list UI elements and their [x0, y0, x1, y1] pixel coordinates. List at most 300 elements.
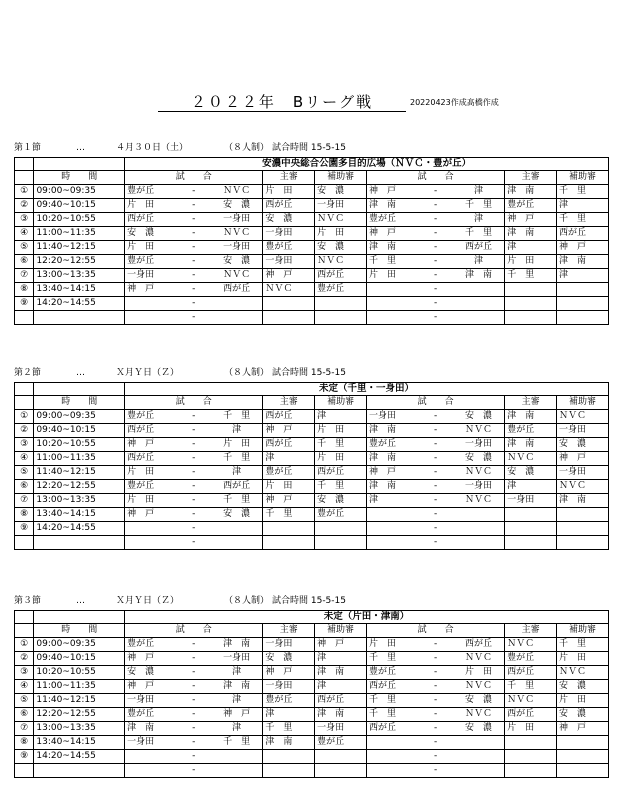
assistant-referee — [315, 764, 367, 778]
vs-dash: - — [176, 227, 211, 241]
vs-dash: - — [418, 283, 453, 297]
referee — [263, 750, 315, 764]
vs-dash: - — [418, 424, 453, 438]
home-team — [125, 750, 177, 764]
away-team: ＮＶＣ — [453, 466, 505, 480]
assistant-referee: 西が丘 — [315, 694, 367, 708]
assistant-referee — [315, 297, 367, 311]
table-row — [15, 508, 609, 522]
home-team — [367, 297, 419, 311]
section-header — [14, 143, 346, 154]
vs-dash: - — [176, 424, 211, 438]
blank-cell — [15, 624, 34, 638]
referee: 一身田 — [263, 680, 315, 694]
match-number: ④ — [15, 452, 34, 466]
vs-dash: - — [418, 508, 453, 522]
away-team: 片 田 — [453, 666, 505, 680]
vs-dash: - — [418, 410, 453, 424]
venue-row — [15, 611, 609, 624]
away-team: 西が丘 — [453, 241, 505, 255]
away-team: 一身田 — [453, 480, 505, 494]
match-number: ⑤ — [15, 241, 34, 255]
schedule-table — [14, 382, 609, 550]
vs-dash: - — [176, 708, 211, 722]
page-title: ２０２２年 Bリーグ戦 — [158, 93, 406, 112]
vs-dash: - — [176, 241, 211, 255]
home-team — [366, 522, 418, 536]
section-rule: （８人制） — [224, 596, 270, 606]
away-team: 千 里 — [453, 227, 505, 241]
time-slot — [34, 764, 125, 778]
home-team: 千 里 — [366, 652, 418, 666]
home-team: 神 戸 — [367, 227, 419, 241]
vs-dash: - — [418, 680, 453, 694]
vs-dash: - — [418, 480, 453, 494]
home-team: 津 南 — [366, 480, 418, 494]
referee: 西が丘 — [505, 708, 557, 722]
table-row — [15, 227, 609, 241]
referee: 津 南 — [505, 438, 557, 452]
match-header: 試 合 — [366, 396, 504, 410]
vs-dash: - — [176, 666, 211, 680]
assistant-referee: 神 戸 — [557, 241, 609, 255]
time-slot: 14:20~14:55 — [34, 297, 125, 311]
assistant-referee: 安 濃 — [557, 680, 609, 694]
match-number: ⑥ — [15, 708, 34, 722]
away-team: 安 濃 — [453, 694, 505, 708]
home-team: 西が丘 — [125, 213, 177, 227]
assistant-referee — [557, 508, 609, 522]
referee-header: 主審 — [263, 171, 315, 185]
section-match-time: 試合時間 15-5-15 — [272, 368, 346, 378]
time-slot: 12:20~12:55 — [34, 480, 125, 494]
vs-dash: - — [418, 269, 453, 283]
table-row — [15, 694, 609, 708]
away-team — [453, 508, 505, 522]
away-team: 津 南 — [211, 680, 263, 694]
assistant-referee: 片 田 — [557, 694, 609, 708]
page-subtitle: 20220423作成髙橋作成 — [410, 98, 499, 107]
vs-dash: - — [176, 283, 211, 297]
assistant-referee: 津 — [315, 410, 367, 424]
referee: 津 南 — [505, 227, 557, 241]
referee: 神 戸 — [505, 213, 557, 227]
table-row — [15, 522, 609, 536]
away-team: 津 — [453, 185, 505, 199]
vs-dash: - — [176, 764, 211, 778]
time-slot: 11:00~11:35 — [34, 452, 125, 466]
away-team: 津 — [211, 694, 263, 708]
referee-header: 主審 — [263, 624, 315, 638]
away-team: 津 南 — [453, 269, 505, 283]
vs-dash: - — [418, 255, 453, 269]
referee: 千 里 — [505, 680, 557, 694]
referee — [263, 764, 315, 778]
away-team: 千 里 — [211, 736, 263, 750]
referee: 豊が丘 — [505, 199, 557, 213]
match-number: ③ — [15, 666, 34, 680]
away-team: 西が丘 — [211, 283, 263, 297]
home-team: 豊が丘 — [125, 255, 177, 269]
table-row — [15, 199, 609, 213]
home-team: 津 南 — [125, 722, 177, 736]
vs-dash: - — [176, 466, 211, 480]
referee: 豊が丘 — [263, 466, 315, 480]
referee-header: 主審 — [505, 396, 557, 410]
match-header: 試 合 — [367, 171, 505, 185]
home-team: 神 戸 — [125, 283, 177, 297]
home-team: 一身田 — [125, 694, 177, 708]
assistant-referee: 片 田 — [557, 652, 609, 666]
time-header: 時 間 — [34, 171, 125, 185]
assistant-referee: 津 — [557, 269, 609, 283]
match-number: ① — [15, 638, 34, 652]
section-number: 第２節 — [14, 368, 42, 378]
referee: 一身田 — [263, 638, 315, 652]
away-team: 一身田 — [211, 213, 263, 227]
home-team: 豊が丘 — [125, 480, 177, 494]
away-team — [453, 297, 505, 311]
match-number: ② — [15, 652, 34, 666]
table-row — [15, 722, 609, 736]
time-slot: 14:20~14:55 — [34, 750, 125, 764]
referee: 津 — [505, 480, 557, 494]
assistant-referee: 津 — [557, 199, 609, 213]
assistant-referee: 西が丘 — [557, 227, 609, 241]
match-header: 試 合 — [125, 624, 263, 638]
vs-dash: - — [176, 269, 211, 283]
table-row — [15, 410, 609, 424]
vs-dash: - — [176, 750, 211, 764]
vs-dash: - — [176, 311, 211, 325]
home-team: 神 戸 — [125, 438, 177, 452]
home-team: 津 南 — [366, 424, 418, 438]
referee: 津 南 — [505, 185, 557, 199]
away-team: 一身田 — [453, 438, 505, 452]
vs-dash: - — [176, 652, 211, 666]
away-team: ＮＶＣ — [453, 652, 505, 666]
section-match-time: 試合時間 15-5-15 — [272, 143, 346, 153]
home-team: 豊が丘 — [125, 708, 177, 722]
match-number: ⑤ — [15, 694, 34, 708]
assistant-referee: 津 — [315, 652, 367, 666]
vs-dash: - — [418, 213, 453, 227]
referee: 一身田 — [505, 494, 557, 508]
away-team: ＮＶＣ — [453, 494, 505, 508]
time-slot: 11:40~12:15 — [34, 694, 125, 708]
referee: 津 南 — [263, 736, 315, 750]
away-team — [453, 536, 505, 550]
home-team: 神 戸 — [125, 680, 177, 694]
vs-dash: - — [176, 297, 211, 311]
venue-row — [15, 383, 609, 396]
assistant-referee — [557, 750, 609, 764]
assistant-referee — [315, 750, 367, 764]
table-row — [15, 680, 609, 694]
blank-cell — [15, 158, 34, 171]
home-team — [125, 764, 177, 778]
time-slot — [34, 536, 125, 550]
assistant-referee: 豊が丘 — [315, 736, 367, 750]
away-team: ＮＶＣ — [453, 680, 505, 694]
away-team: ＮＶＣ — [211, 185, 263, 199]
match-number: ④ — [15, 680, 34, 694]
home-team: 神 戸 — [125, 508, 177, 522]
table-row — [15, 213, 609, 227]
vs-dash: - — [176, 255, 211, 269]
home-team: 西が丘 — [366, 680, 418, 694]
time-slot: 13:00~13:35 — [34, 269, 125, 283]
away-team: 安 濃 — [453, 452, 505, 466]
home-team: 安 濃 — [125, 666, 177, 680]
referee — [505, 283, 557, 297]
assistant-header: 補助審 — [557, 171, 609, 185]
away-team: 安 濃 — [453, 722, 505, 736]
referee: 西が丘 — [263, 438, 315, 452]
table-row — [15, 241, 609, 255]
blank-cell — [15, 611, 34, 624]
time-slot: 09:00~09:35 — [34, 185, 125, 199]
vs-dash: - — [418, 438, 453, 452]
away-team: 一身田 — [211, 241, 263, 255]
table-row — [15, 438, 609, 452]
away-team — [211, 311, 263, 325]
home-team: 神 戸 — [125, 652, 177, 666]
away-team — [453, 522, 505, 536]
vs-dash: - — [176, 680, 211, 694]
referee — [505, 508, 557, 522]
vs-dash: - — [418, 736, 453, 750]
assistant-referee: 片 田 — [315, 424, 367, 438]
match-number: ① — [15, 410, 34, 424]
assistant-referee: 一身田 — [557, 424, 609, 438]
vs-dash: - — [418, 452, 453, 466]
table-row — [15, 283, 609, 297]
referee: 片 田 — [505, 255, 557, 269]
time-slot: 09:00~09:35 — [34, 638, 125, 652]
assistant-referee: ＮＶＣ — [557, 666, 609, 680]
blank-cell — [15, 396, 34, 410]
vs-dash: - — [418, 638, 453, 652]
venue-name: 未定（千里・一身田） — [125, 383, 609, 396]
time-slot: 13:40~14:15 — [34, 283, 125, 297]
section-date: Ｘ月Ｙ日（Ｚ） — [116, 596, 180, 606]
venue-name: 安濃中央総合公園多目的広場（ＮＶＣ・豊が丘） — [125, 158, 609, 171]
away-team: 津 — [453, 213, 505, 227]
table-row — [15, 424, 609, 438]
referee — [505, 750, 557, 764]
assistant-referee — [557, 736, 609, 750]
referee: 西が丘 — [263, 410, 315, 424]
assistant-referee — [557, 536, 609, 550]
assistant-referee: 津 — [315, 680, 367, 694]
away-team — [453, 283, 505, 297]
table-row — [15, 494, 609, 508]
referee — [505, 311, 557, 325]
table-row — [15, 452, 609, 466]
section-number: 第１節 — [14, 143, 42, 153]
home-team: 千 里 — [366, 694, 418, 708]
assistant-referee: 津 南 — [557, 494, 609, 508]
vs-dash: - — [418, 241, 453, 255]
referee: 安 濃 — [263, 652, 315, 666]
vs-dash: - — [176, 736, 211, 750]
section-rule: （８人制） — [224, 143, 270, 153]
blank-cell — [15, 171, 34, 185]
vs-dash: - — [418, 708, 453, 722]
match-number — [15, 536, 34, 550]
match-number: ⑨ — [15, 522, 34, 536]
match-number: ② — [15, 199, 34, 213]
match-number: ⑥ — [15, 480, 34, 494]
home-team — [125, 536, 177, 550]
assistant-referee: 神 戸 — [557, 722, 609, 736]
home-team: 豊が丘 — [366, 438, 418, 452]
vs-dash: - — [176, 480, 211, 494]
home-team — [125, 297, 177, 311]
match-number: ② — [15, 424, 34, 438]
time-slot: 11:40~12:15 — [34, 466, 125, 480]
away-team: 千 里 — [453, 199, 505, 213]
assistant-referee — [315, 522, 367, 536]
away-team: 津 南 — [211, 638, 263, 652]
away-team: 津 — [211, 722, 263, 736]
referee: 豊が丘 — [505, 424, 557, 438]
assistant-referee — [557, 283, 609, 297]
referee — [505, 522, 557, 536]
referee: ＮＶＣ — [263, 283, 315, 297]
time-slot: 13:00~13:35 — [34, 722, 125, 736]
table-row — [15, 269, 609, 283]
section-dots: … — [76, 368, 85, 378]
referee: 安 濃 — [505, 466, 557, 480]
vs-dash: - — [176, 452, 211, 466]
referee: 神 戸 — [263, 424, 315, 438]
header-row — [15, 171, 609, 185]
referee — [505, 536, 557, 550]
referee: 豊が丘 — [505, 652, 557, 666]
assistant-referee: 千 里 — [315, 480, 367, 494]
assistant-referee — [557, 297, 609, 311]
vs-dash: - — [418, 722, 453, 736]
section-match-time: 試合時間 15-5-15 — [272, 596, 346, 606]
match-number: ⑧ — [15, 283, 34, 297]
home-team: 津 南 — [367, 199, 419, 213]
table-row — [15, 708, 609, 722]
time-header: 時 間 — [34, 624, 125, 638]
assistant-referee: 安 濃 — [315, 241, 367, 255]
assistant-header: 補助審 — [557, 624, 609, 638]
time-slot: 12:20~12:55 — [34, 708, 125, 722]
header-row — [15, 624, 609, 638]
match-header: 試 合 — [366, 624, 504, 638]
time-slot: 12:20~12:55 — [34, 255, 125, 269]
away-team: 津 — [211, 424, 263, 438]
away-team: 安 濃 — [211, 199, 263, 213]
away-team: 千 里 — [211, 410, 263, 424]
away-team — [453, 736, 505, 750]
referee: 片 田 — [263, 480, 315, 494]
time-slot: 09:40~10:15 — [34, 424, 125, 438]
home-team: 一身田 — [366, 410, 418, 424]
time-slot: 14:20~14:55 — [34, 522, 125, 536]
vs-dash: - — [176, 494, 211, 508]
match-header: 試 合 — [125, 171, 263, 185]
home-team — [366, 764, 418, 778]
vs-dash: - — [418, 185, 453, 199]
home-team: 神 戸 — [366, 466, 418, 480]
match-number: ⑦ — [15, 722, 34, 736]
section-header — [14, 368, 346, 379]
table-row — [15, 311, 609, 325]
assistant-referee: ＮＶＣ — [557, 410, 609, 424]
away-team: ＮＶＣ — [453, 424, 505, 438]
away-team: 安 濃 — [211, 255, 263, 269]
assistant-referee: 千 里 — [557, 185, 609, 199]
referee: ＮＶＣ — [505, 638, 557, 652]
home-team — [366, 508, 418, 522]
referee — [505, 297, 557, 311]
home-team: 豊が丘 — [367, 213, 419, 227]
time-slot: 11:00~11:35 — [34, 227, 125, 241]
assistant-referee: 津 南 — [315, 666, 367, 680]
assistant-referee: 一身田 — [557, 466, 609, 480]
assistant-referee: 神 戸 — [315, 638, 367, 652]
home-team: 千 里 — [367, 255, 419, 269]
referee — [263, 522, 315, 536]
match-number: ③ — [15, 213, 34, 227]
home-team: 千 里 — [366, 708, 418, 722]
assistant-referee: 片 田 — [315, 452, 367, 466]
section-dots: … — [76, 143, 85, 153]
assistant-header: 補助審 — [315, 624, 367, 638]
assistant-referee: 安 濃 — [557, 708, 609, 722]
home-team: 津 南 — [367, 241, 419, 255]
referee: 片 田 — [263, 185, 315, 199]
vs-dash: - — [418, 494, 453, 508]
home-team: 豊が丘 — [366, 666, 418, 680]
assistant-referee: 片 田 — [315, 227, 367, 241]
vs-dash: - — [176, 638, 211, 652]
home-team — [125, 311, 177, 325]
home-team — [366, 750, 418, 764]
time-slot: 13:40~14:15 — [34, 736, 125, 750]
assistant-referee: 一身田 — [315, 199, 367, 213]
home-team: 豊が丘 — [125, 638, 177, 652]
referee: 豊が丘 — [263, 241, 315, 255]
assistant-referee: 津 南 — [315, 708, 367, 722]
referee: 西が丘 — [263, 199, 315, 213]
referee: 千 里 — [263, 508, 315, 522]
vs-dash: - — [418, 297, 453, 311]
referee: 津 — [263, 708, 315, 722]
table-row — [15, 297, 609, 311]
match-number: ⑨ — [15, 750, 34, 764]
match-number: ① — [15, 185, 34, 199]
referee-header: 主審 — [505, 624, 557, 638]
match-number: ⑦ — [15, 494, 34, 508]
referee: 安 濃 — [263, 213, 315, 227]
table-row — [15, 536, 609, 550]
assistant-referee: 安 濃 — [315, 494, 367, 508]
vs-dash: - — [176, 199, 211, 213]
referee — [263, 536, 315, 550]
home-team: 一身田 — [125, 736, 177, 750]
time-slot: 09:40~10:15 — [34, 199, 125, 213]
home-team: 西が丘 — [125, 424, 177, 438]
match-number: ⑦ — [15, 269, 34, 283]
referee: 西が丘 — [505, 666, 557, 680]
